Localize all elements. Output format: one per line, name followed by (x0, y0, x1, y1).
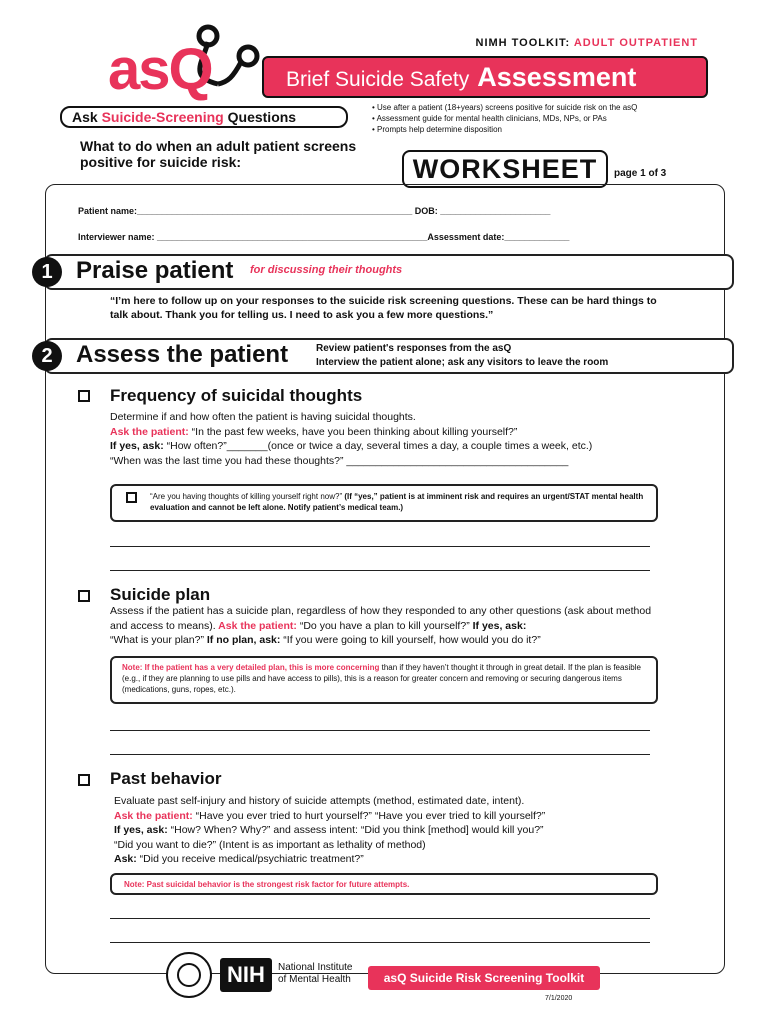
answer-line[interactable] (110, 730, 650, 731)
frequency-checkbox[interactable] (78, 390, 90, 402)
tagline-questions: Questions (223, 109, 297, 125)
noplan-text: “If you were going to kill yourself, how would you do it?” (280, 634, 541, 646)
frequency-when-line[interactable]: “When was the last time you had these thoughts?” ______________________________________ (110, 454, 569, 467)
title-banner (262, 56, 708, 98)
ifyes-label: If yes, ask: (114, 824, 168, 836)
step-number-1: 1 (32, 257, 62, 287)
tagline-ask: Ask (72, 109, 102, 125)
logo-tagline (60, 106, 348, 128)
section-subtitle-praise: for discussing their thoughts (250, 264, 403, 276)
ask-text: “In the past few weeks, have you been thinking about killing yourself?” (188, 425, 518, 438)
worksheet-label: WORKSHEET (402, 150, 608, 188)
nih-logo: NIH (220, 958, 272, 992)
imminent-risk-instruction: (If “yes,” patient is at imminent risk and requires an urgent/STAT mental health evaluation and cannot be left alone. Notify patient’s medical team.) (150, 492, 644, 512)
banner-title-part2: Assessment (477, 62, 637, 92)
section-title-praise: Praise patient (76, 257, 234, 284)
frequency-body (110, 410, 670, 468)
assess-notes (316, 342, 608, 370)
past-note: Note: Past suicidal behavior is the strongest risk factor for future attempts. (110, 873, 658, 895)
bullet-item: • Prompts help determine disposition (372, 125, 502, 134)
ask2-label: Ask: (114, 853, 137, 865)
plan-checkbox[interactable] (78, 590, 90, 602)
answer-line[interactable] (110, 942, 650, 943)
praise-quote: “I’m here to follow up on your responses to the suicide risk screening questions. These can be hard things to talk about. Thank you for telling us. I need to ask you a few more questions.” (110, 295, 657, 321)
plan-heading: Suicide plan (110, 585, 211, 604)
bullet-item: • Use after a patient (18+years) screens positive for suicide risk on the asQ (372, 103, 638, 112)
answer-line[interactable] (110, 754, 650, 755)
hhs-seal-icon (166, 952, 212, 998)
logo-text: asQ (108, 37, 212, 102)
section-title-assess: Assess the patient (76, 341, 289, 368)
interviewer-name-field[interactable]: Interviewer name: ______________________________________________________Assessment date:_____________ (78, 232, 570, 242)
past-checkbox[interactable] (78, 774, 90, 786)
plan-note (110, 656, 658, 704)
answer-line[interactable] (110, 570, 650, 571)
noplan-label: If no plan, ask: (203, 634, 281, 646)
ask-label: Ask the patient: (215, 619, 297, 632)
assess-note-2: Interview the patient alone; ask any visitors to leave the room (316, 357, 609, 368)
frequency-ask-line (110, 425, 670, 440)
past-body (114, 794, 674, 867)
ask2-text: “Did you receive medical/psychiatric treatment?” (136, 853, 364, 865)
past-instruction: Evaluate past self-injury and history of suicide attempts (method, estimated date, intent). (114, 795, 525, 807)
answer-line[interactable] (110, 546, 650, 547)
ask-text: “Have you ever tried to hurt yourself?” “Have you ever tried to kill yourself?” (192, 809, 546, 822)
version-date: 7/1/2020 (545, 995, 573, 1002)
nimh-line2: of Mental Health (278, 974, 351, 985)
plan-note-emphasis: Note: If the patient has a very detailed plan, this is more concerning (122, 663, 380, 672)
plan-note-text: than if they haven’t thought it through in great detail. If the plan is feasible (e.g., if they are planning to use pills and have access to pills), this is a reason for greater concern and removing or securing dangerous items (medications, guns, ropes, etc.). (122, 663, 641, 694)
ask-text: “Do you have a plan to kill yourself?” (296, 619, 470, 632)
assess-note-1: Review patient's responses from the asQ (316, 343, 512, 354)
toolkit-type: ADULT OUTPATIENT (573, 37, 698, 49)
imminent-risk-note (110, 484, 658, 522)
patient-name-field[interactable]: Patient name:_______________________________________________________ DOB: ______________________ (78, 206, 551, 216)
ifyes-label: If yes, ask: (110, 440, 164, 452)
plan-body (110, 604, 665, 648)
toolkit-label (476, 37, 699, 49)
step-number-2: 2 (32, 341, 62, 371)
tagline-suicide-screening: Suicide-Screening (101, 109, 224, 125)
toolkit-label-prefix: NIMH TOOLKIT: (475, 37, 571, 49)
ifyes-text: “What is your plan?” (110, 634, 204, 646)
imminent-risk-checkbox[interactable] (126, 492, 137, 503)
banner-title-part1: Brief Suicide Safety (286, 68, 470, 91)
imminent-risk-question: “Are you having thoughts of killing yourself right now?” (150, 492, 343, 501)
nimh-line1: National Institute (278, 962, 353, 973)
ifyes-label: If yes, ask: (469, 619, 527, 632)
plan-instruction: Assess if the patient has a suicide plan, regardless of how they responded to any other questions (ask about method and access to means). (110, 605, 652, 632)
frequency-instruction: Determine if and how often the patient is having suicidal thoughts. (110, 411, 416, 423)
bullet-item: • Assessment guide for mental health clinicians, MDs, NPs, or PAs (372, 114, 607, 123)
frequency-heading: Frequency of suicidal thoughts (110, 386, 363, 405)
page-number: page 1 of 3 (614, 168, 667, 179)
answer-line[interactable] (110, 918, 650, 919)
nimh-name (278, 962, 353, 986)
past-heading: Past behavior (110, 769, 222, 788)
ask-label: Ask the patient: (114, 809, 193, 822)
frequency-ifyes-line (110, 439, 670, 454)
toolkit-footer-bar: asQ Suicide Risk Screening Toolkit (368, 966, 600, 990)
usage-bullets (372, 102, 637, 135)
lead-question: What to do when an adult patient screens positive for suicide risk: (80, 138, 357, 170)
ask-label: Ask the patient: (110, 425, 189, 438)
ifyes-text: “How? When? Why?” and assess intent: “Did you think [method] would kill you?” (167, 824, 544, 836)
ifyes-text: “How often?”_______(once or twice a day, several times a day, a couple times a week, etc.) (163, 440, 593, 452)
past-intent-line: “Did you want to die?” (Intent is as important as lethality of method) (114, 838, 426, 851)
